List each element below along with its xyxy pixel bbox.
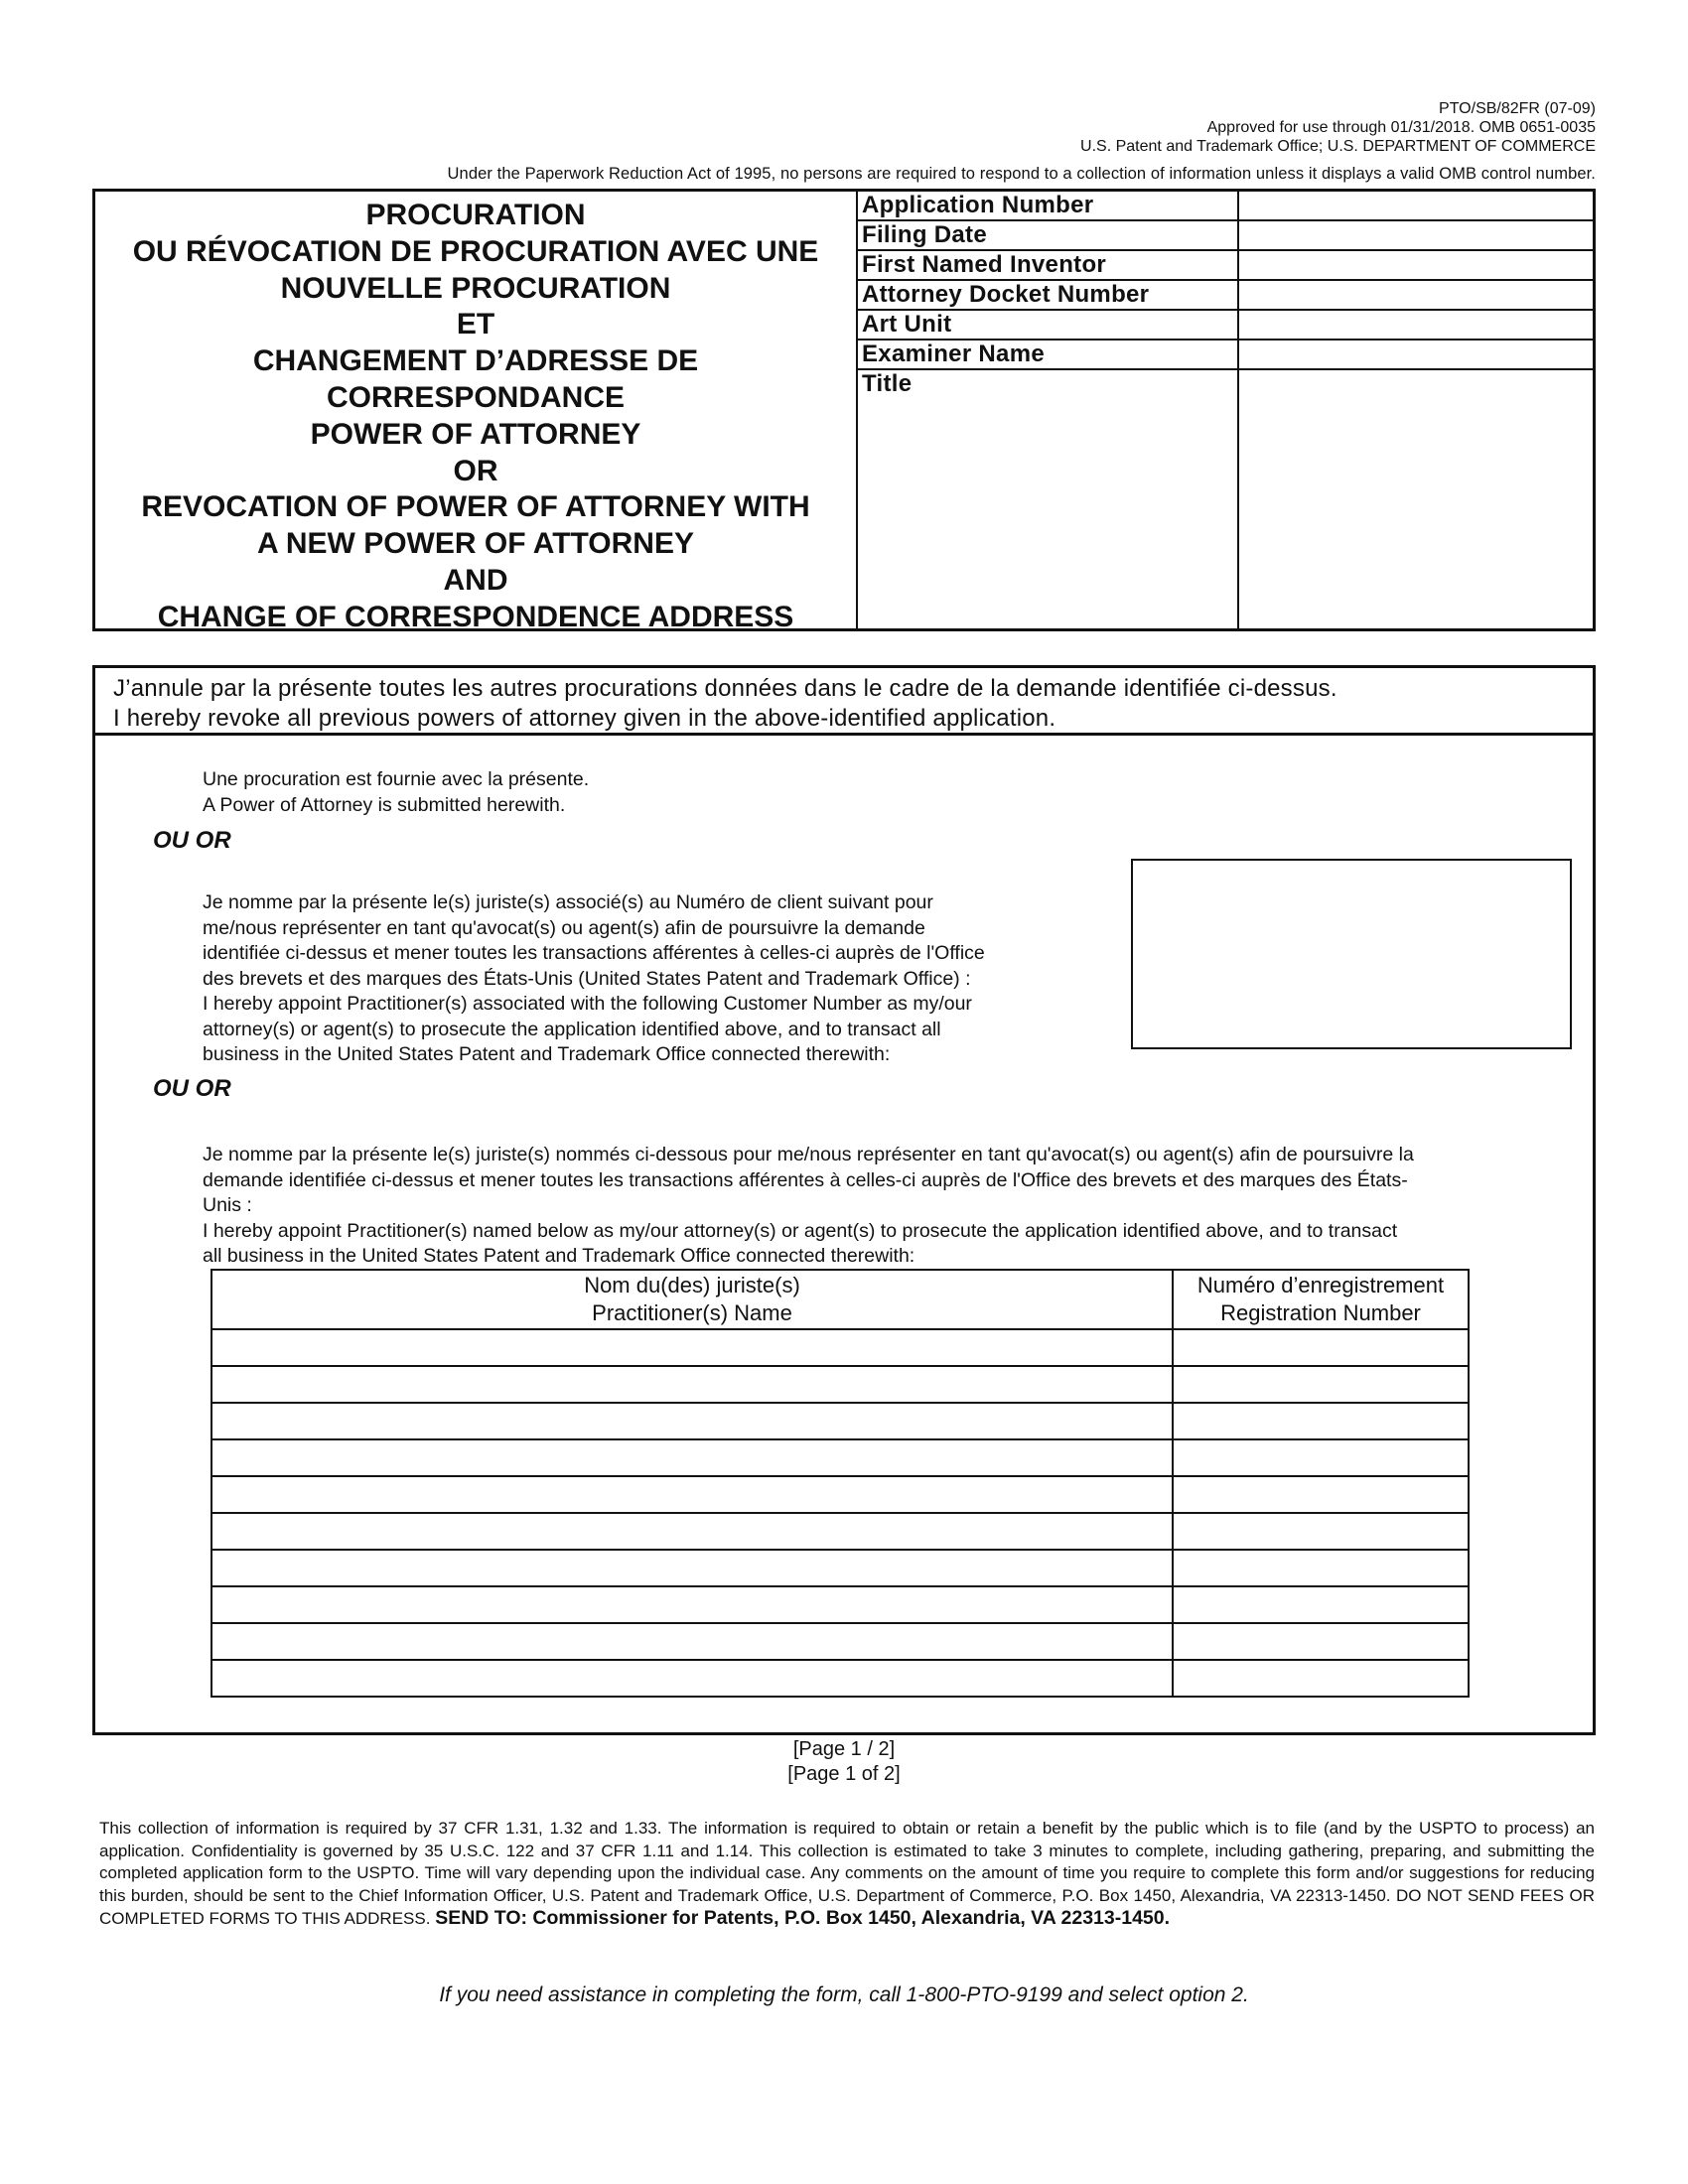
practitioner-name-cell[interactable] (211, 1329, 1173, 1366)
title-label: Title (858, 370, 1239, 628)
title-line: AND (443, 563, 508, 597)
table-row (211, 1586, 1469, 1623)
attorney-docket-number-label: Attorney Docket Number (858, 281, 1239, 309)
title-line: OU RÉVOCATION DE PROCURATION AVEC UNE (132, 234, 819, 268)
table-row (211, 1439, 1469, 1476)
form-title (95, 192, 858, 633)
registration-number-cell[interactable] (1173, 1623, 1469, 1660)
option3-line: all business in the United States Patent and Trademark Office connected therewith: (203, 1245, 915, 1267)
table-row (211, 1329, 1469, 1366)
option-power-submitted (203, 767, 589, 818)
registration-number-cell[interactable] (1173, 1439, 1469, 1476)
form-header (1080, 99, 1596, 156)
registration-number-cell[interactable] (1173, 1403, 1469, 1439)
attorney-docket-number-field[interactable] (1239, 281, 1593, 309)
registration-number-header (1173, 1270, 1469, 1329)
or-separator: OU OR (153, 827, 231, 854)
filing-date-field[interactable] (1239, 221, 1593, 249)
customer-number-field[interactable] (1131, 859, 1572, 1049)
registration-number-cell[interactable] (1173, 1586, 1469, 1623)
option1-fr: Une procuration est fournie avec la présente. (203, 768, 590, 790)
title-line: ET (456, 308, 495, 341)
examiner-name-field[interactable] (1239, 341, 1593, 368)
practitioner-name-cell[interactable] (211, 1660, 1173, 1697)
title-row (858, 370, 1593, 628)
art-unit-label: Art Unit (858, 311, 1239, 339)
art-unit-field[interactable] (1239, 311, 1593, 339)
attorney-docket-number-row (858, 281, 1593, 311)
option-named-practitioners (203, 1143, 1593, 1270)
examiner-name-row (858, 341, 1593, 370)
application-number-label: Application Number (858, 192, 1239, 219)
title-line: POWER OF ATTORNEY (310, 417, 641, 451)
registration-number-cell[interactable] (1173, 1476, 1469, 1513)
practitioner-table (211, 1269, 1470, 1698)
filing-date-label: Filing Date (858, 221, 1239, 249)
practitioner-name-cell[interactable] (211, 1586, 1173, 1623)
art-unit-row (858, 311, 1593, 341)
revocation-fr: J’annule par la présente toutes les autres procurations données dans le cadre de la demande identifiée ci-dessus. (113, 675, 1337, 702)
title-line: NOUVELLE PROCURATION (280, 271, 671, 305)
filing-date-row (858, 221, 1593, 251)
practitioner-name-header (211, 1270, 1173, 1329)
form-id: PTO/SB/82FR (07-09) (1439, 100, 1596, 117)
registration-number-header-en: Registration Number (1220, 1300, 1421, 1325)
form-title-box (92, 189, 1596, 631)
revocation-en: I hereby revoke all previous powers of attorney given in the above-identified application. (113, 705, 1056, 732)
assistance-note: If you need assistance in completing the form, call 1-800-PTO-9199 and select option 2. (439, 1983, 1249, 2006)
table-row (211, 1513, 1469, 1550)
or-separator: OU OR (153, 1075, 231, 1102)
option2-line: Je nomme par la présente le(s) juriste(s) associé(s) au Numéro de client suivant pour (203, 891, 933, 913)
title-line: CHANGE OF CORRESPONDENCE ADDRESS (157, 600, 794, 633)
table-row (211, 1366, 1469, 1403)
registration-number-cell[interactable] (1173, 1513, 1469, 1550)
title-line: CHANGEMENT D’ADRESSE DE (252, 344, 699, 378)
title-line: OR (453, 454, 498, 487)
practitioner-name-cell[interactable] (211, 1476, 1173, 1513)
practitioner-name-cell[interactable] (211, 1623, 1173, 1660)
option1-en: A Power of Attorney is submitted herewith. (203, 793, 566, 816)
practitioner-name-cell[interactable] (211, 1513, 1173, 1550)
table-row (211, 1660, 1469, 1697)
page-number-fr: [Page 1 / 2] (792, 1738, 896, 1760)
burden-statement (99, 1818, 1595, 1931)
title-field[interactable] (1239, 370, 1593, 628)
practitioner-name-header-fr: Nom du(des) juriste(s) (584, 1273, 800, 1297)
option2-line: attorney(s) or agent(s) to prosecute the application identified above, and to transact all (203, 1018, 941, 1040)
examiner-name-label: Examiner Name (858, 341, 1239, 368)
option3-line: Unis : (203, 1194, 252, 1216)
send-to: SEND TO: Commissioner for Patents, P.O. Box 1450, Alexandria, VA 22313-1450. (435, 1907, 1171, 1929)
option2-line: identifiée ci-dessus et mener toutes les transactions afférentes à celles-ci auprès de l'Office (203, 942, 985, 964)
registration-number-header-fr: Numéro d’enregistrement (1196, 1273, 1445, 1297)
option3-line: I hereby appoint Practitioner(s) named below as my/our attorney(s) or agent(s) to prosecute the application identified above, and to transact (203, 1219, 1398, 1242)
practitioner-name-cell[interactable] (211, 1403, 1173, 1439)
page-number-en: [Page 1 of 2] (787, 1763, 901, 1785)
table-row (211, 1550, 1469, 1586)
registration-number-cell[interactable] (1173, 1329, 1469, 1366)
practitioner-name-cell[interactable] (211, 1366, 1173, 1403)
title-line: CORRESPONDANCE (326, 380, 626, 414)
omb-approval: Approved for use through 01/31/2018. OMB 0651-0035 (1206, 119, 1596, 136)
title-line: PROCURATION (365, 199, 586, 231)
agency-line: U.S. Patent and Trademark Office; U.S. DEPARTMENT OF COMMERCE (1080, 138, 1596, 155)
revocation-statement (95, 668, 1593, 736)
option-customer-number (203, 890, 1156, 1068)
option2-line: me/nous représenter en tant qu'avocat(s) ou agent(s) afin de poursuivre la demande (203, 916, 925, 939)
paperwork-notice: Under the Paperwork Reduction Act of 1995, no persons are required to respond to a collection of information unless it displays a valid OMB control number. (447, 165, 1596, 183)
table-row (211, 1403, 1469, 1439)
option2-line: I hereby appoint Practitioner(s) associated with the following Customer Number as my/our (203, 993, 972, 1015)
practitioner-name-cell[interactable] (211, 1439, 1173, 1476)
registration-number-cell[interactable] (1173, 1660, 1469, 1697)
practitioner-name-cell[interactable] (211, 1550, 1173, 1586)
first-named-inventor-row (858, 251, 1593, 281)
option2-line: des brevets et des marques des États-Unis (United States Patent and Trademark Office) : (203, 967, 971, 990)
title-line: A NEW POWER OF ATTORNEY (257, 527, 694, 561)
identification-fields (858, 192, 1593, 628)
application-number-field[interactable] (1239, 192, 1593, 219)
table-row (211, 1623, 1469, 1660)
registration-number-cell[interactable] (1173, 1366, 1469, 1403)
registration-number-cell[interactable] (1173, 1550, 1469, 1586)
burden-text: This collection of information is required by 37 CFR 1.31, 1.32 and 1.33. The information is required to obtain or retain a benefit by the public which is to file (and by the USPTO to process) an application. Confidentiality is governed by 35 U.S.C. 122 and 37 CFR 1.11 and 1.14. This collection is estimated to take 3 minutes to complete, including gathering, preparing, and submitting the completed application form to the USPTO. Time will vary depending upon the individual case. Any comments on the amount of time you require to complete this form and/or suggestions for reducing this burden, should be sent to the Chief Information Officer, U.S. Patent and Trademark Office, U.S. Department of Commerce, P.O. Box 1450, Alexandria, VA 22313-1450. DO NOT SEND FEES OR COMPLETED FORMS TO THIS ADDRESS. (99, 1819, 1595, 1928)
appointment-section (92, 665, 1596, 1735)
practitioner-table-header (211, 1270, 1469, 1329)
option3-line: Je nomme par la présente le(s) juriste(s) nommés ci-dessous pour me/nous représenter en tant qu'avocat(s) ou agent(s) afin de poursuivre la (203, 1144, 1414, 1165)
practitioner-name-header-en: Practitioner(s) Name (592, 1300, 792, 1325)
option3-line: demande identifiée ci-dessus et mener toutes les transactions afférentes à celles-ci auprès de l'Office des brevets et des marques des États- (203, 1168, 1408, 1191)
first-named-inventor-label: First Named Inventor (858, 251, 1239, 279)
option2-line: business in the United States Patent and Trademark Office connected therewith: (203, 1043, 891, 1065)
table-row (211, 1476, 1469, 1513)
title-line: REVOCATION OF POWER OF ATTORNEY WITH (141, 490, 810, 524)
application-number-row (858, 192, 1593, 221)
first-named-inventor-field[interactable] (1239, 251, 1593, 279)
